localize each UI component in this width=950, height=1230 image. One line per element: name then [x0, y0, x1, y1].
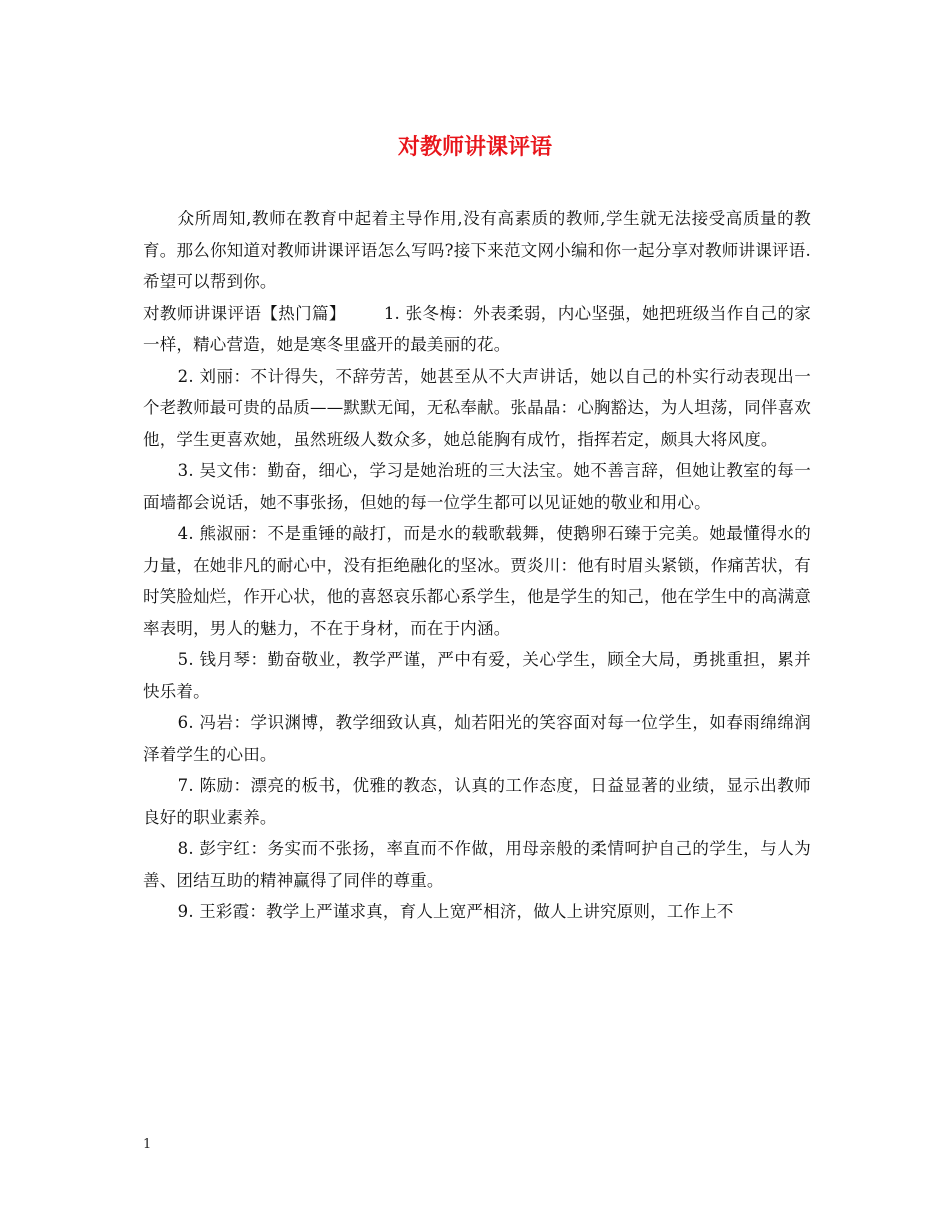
- paragraph-6: 6. 冯岩：学识渊博，教学细致认真，灿若阳光的笑容面对每一位学生，如春雨绵绵润泽着学生的心田。: [143, 713, 811, 764]
- paragraph-4: 4. 熊淑丽：不是重锤的敲打，而是水的载歌载舞，使鹅卵石臻于完美。她最懂得水的力量，在她非凡的耐心中，没有拒绝融化的坚冰。贾炎川：他有时眉头紧锁，作痛苦状，有时笑脸灿烂，作开心状，他的喜怒哀乐都心系学生，他是学生的知己，他在学生中的高满意率表明，男人的魅力，不在于身材，而在于内涵。: [143, 524, 811, 638]
- paragraph-8: 8. 彭宇红：务实而不张扬，率直而不作做，用母亲般的柔情呵护自己的学生，与人为善、团结互助的精神赢得了同伴的尊重。: [143, 839, 811, 890]
- document-body: [143, 203, 811, 928]
- section-heading: 对教师讲课评语【热门篇】: [143, 303, 346, 323]
- page-title: 对教师讲课评语: [397, 134, 552, 160]
- paragraph-7: 7. 陈励：漂亮的板书，优雅的教态，认真的工作态度，日益显著的业绩，显示出教师良好的职业素养。: [143, 776, 811, 827]
- section-paragraph-1: [143, 298, 811, 361]
- intro-paragraph: 众所周知,教师在教育中起着主导作用,没有高素质的教师,学生就无法接受高质量的教育。那么你知道对教师讲课评语怎么写吗?接下来范文网小编和你一起分享对教师讲课评语.希望可以帮到你。: [143, 209, 811, 291]
- paragraph-9: 9. 王彩霞：教学上严谨求真，育人上宽严相济，做人上讲究原则，工作上不: [177, 902, 734, 921]
- page-number: 1: [143, 1137, 152, 1152]
- paragraph-3: 3. 吴文伟：勤奋，细心，学习是她治班的三大法宝。她不善言辞，但她让教室的每一面墙都会说话，她不事张扬，但她的每一位学生都可以见证她的敬业和用心。: [143, 461, 811, 512]
- paragraph-2: 2. 刘丽：不计得失，不辞劳苦，她甚至从不大声讲话，她以自己的朴实行动表现出一个老教师最可贵的品质——默默无闻，无私奉献。张晶晶：心胸豁达，为人坦荡，同伴喜欢他，学生更喜欢她，虽然班级人数众多，她总能胸有成竹，指挥若定，颇具大将风度。: [143, 366, 811, 449]
- paragraph-1: 1. 张冬梅：外表柔弱，内心坚强，她把班级当作自己的家一样，精心营造，她是寒冬里盛开的最美丽的花。: [143, 303, 812, 354]
- paragraph-5: 5. 钱月琴：勤奋敬业，教学严谨，严中有爱，关心学生，顾全大局，勇挑重担，累并快乐着。: [143, 650, 811, 701]
